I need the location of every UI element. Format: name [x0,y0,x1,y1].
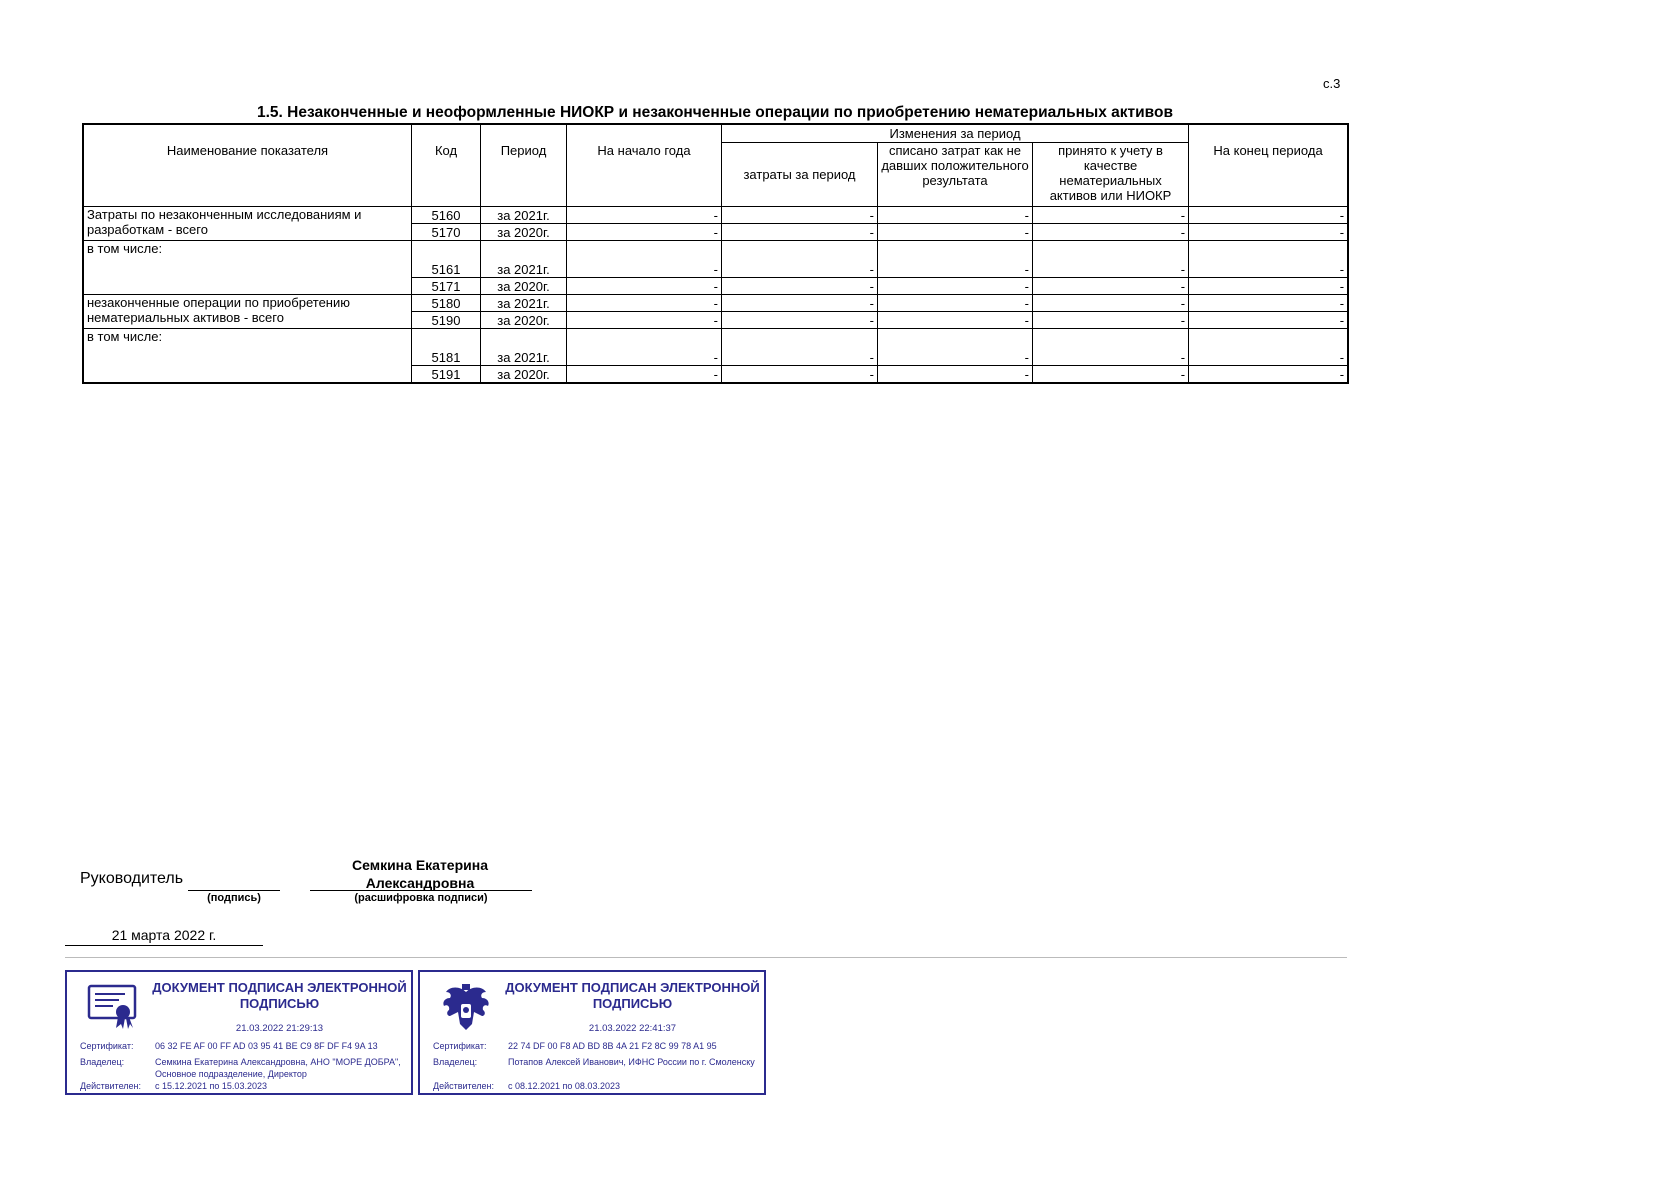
row-value: - [1033,312,1189,329]
row-value: - [567,366,722,383]
blank-cell [878,329,1033,349]
row-value: - [1033,278,1189,295]
row-value: - [1189,312,1348,329]
blank-cell [1033,329,1189,349]
row-period: за 2021г. [481,207,567,224]
valid-label: Действителен: [433,1081,495,1091]
row-code: 5160 [412,207,481,224]
row-value: - [1189,278,1348,295]
header-costs: затраты за период [722,143,878,207]
signature-stamp-owner [65,970,413,1095]
row-period: за 2020г. [481,224,567,241]
row-period: за 2020г. [481,312,567,329]
row-value: - [878,261,1033,278]
header-accepted: принято к учету в качестве нематериальных активов или НИОКР [1033,143,1189,207]
table-row [84,207,1348,224]
section-title: 1.5. Незаконченные и неоформленные НИОКР и незаконченные операции по приобретению нематериальных активов [256,104,1173,121]
row-value: - [722,295,878,312]
stamp-timestamp: 21.03.2022 21:29:13 [235,1023,324,1034]
row-period: за 2021г. [481,295,567,312]
blank-cell [1189,241,1348,261]
row-value: - [722,366,878,383]
valid-value: с 15.12.2021 по 15.03.2023 [155,1081,267,1091]
row-value: - [878,366,1033,383]
stamp-heading: ДОКУМЕНТ ПОДПИСАН ЭЛЕКТРОННОЙ ПОДПИСЬЮ [505,980,760,1011]
signer-name-line [310,890,532,891]
divider [65,957,1347,958]
signer-role: Руководитель [80,870,184,887]
row-value: - [878,295,1033,312]
row-period: за 2021г. [481,349,567,366]
row-value: - [1033,366,1189,383]
row-code: 5170 [412,224,481,241]
signature-caption: (подпись) [207,892,261,904]
stamp-heading: ДОКУМЕНТ ПОДПИСАН ЭЛЕКТРОННОЙ ПОДПИСЬЮ [152,980,407,1011]
stamp-timestamp: 21.03.2022 22:41:37 [588,1023,677,1034]
blank-cell [481,329,567,349]
row-label: в том числе: [84,329,412,383]
cert-value: 06 32 FE AF 00 FF AD 03 95 41 BE C9 8F DF F4 9A 13 [155,1041,378,1051]
row-value: - [722,312,878,329]
row-value: - [1189,349,1348,366]
row-value: - [1033,207,1189,224]
row-value: - [567,207,722,224]
cert-value: 22 74 DF 00 F8 AD BD 8B 4A 21 F2 8C 99 78 A1 95 [508,1041,717,1051]
blank-cell [567,329,722,349]
blank-cell [1033,241,1189,261]
valid-label: Действителен: [80,1081,142,1091]
header-name: Наименование показателя [84,125,412,207]
row-value: - [722,261,878,278]
blank-cell [878,241,1033,261]
blank-cell [481,241,567,261]
signature-date: 21 марта 2022 г. [111,927,217,943]
row-label: незаконченные операции по приобретению нематериальных активов - всего [84,295,412,329]
owner-value: Семкина Екатерина Александровна, АНО "МОРЕ ДОБРА", Основное подразделение, Директор [155,1057,401,1079]
row-code: 5191 [412,366,481,383]
row-label: Затраты по незаконченным исследованиям и разработкам - всего [84,207,412,241]
table-row [84,295,1348,312]
row-value: - [722,278,878,295]
row-code: 5171 [412,278,481,295]
row-value: - [567,278,722,295]
page-number: с.3 [1323,76,1341,91]
row-value: - [722,224,878,241]
row-value: - [1033,261,1189,278]
row-code: 5181 [412,349,481,366]
blank-cell [722,241,878,261]
row-value: - [1189,295,1348,312]
row-value: - [1033,224,1189,241]
niokr-table [83,124,1348,383]
blank-cell [1189,329,1348,349]
signature-line [188,890,280,891]
row-code: 5161 [412,261,481,278]
row-label: в том числе: [84,241,412,295]
blank-cell [412,329,481,349]
signer-name: Семкина Екатерина Александровна [352,857,488,891]
row-value: - [878,224,1033,241]
row-value: - [567,312,722,329]
header-written-off: списано затрат как не давших положительного результата [878,143,1033,207]
row-code: 5180 [412,295,481,312]
blank-cell [722,329,878,349]
row-value: - [722,207,878,224]
row-value: - [1189,366,1348,383]
row-value: - [878,312,1033,329]
header-code: Код [412,125,481,207]
owner-label: Владелец: [433,1057,478,1067]
row-value: - [722,349,878,366]
owner-value: Потапов Алексей Иванович, ИФНС России по г. Смоленску [508,1057,755,1067]
header-end: На конец периода [1189,125,1348,207]
row-value: - [1033,295,1189,312]
row-value: - [1189,224,1348,241]
table-row [84,241,1348,261]
signer-name-caption: (расшифровка подписи) [354,892,488,904]
row-value: - [878,349,1033,366]
row-code: 5190 [412,312,481,329]
row-value: - [878,207,1033,224]
cert-label: Сертификат: [433,1041,487,1051]
row-value: - [1189,207,1348,224]
row-value: - [878,278,1033,295]
signature-stamp-tax [418,970,766,1095]
row-value: - [1189,261,1348,278]
header-changes: Изменения за период [722,125,1189,143]
row-value: - [1033,349,1189,366]
row-period: за 2020г. [481,278,567,295]
date-line [65,945,263,946]
cert-label: Сертификат: [80,1041,134,1051]
row-value: - [567,261,722,278]
row-period: за 2021г. [481,261,567,278]
valid-value: с 08.12.2021 по 08.03.2023 [508,1081,620,1091]
double-headed-eagle-icon [438,982,494,1034]
row-value: - [567,295,722,312]
table-row [84,329,1348,349]
owner-label: Владелец: [80,1057,125,1067]
row-period: за 2020г. [481,366,567,383]
header-period: Период [481,125,567,207]
certificate-icon [85,982,141,1034]
row-value: - [567,224,722,241]
blank-cell [412,241,481,261]
header-start: На начало года [567,125,722,207]
row-value: - [567,349,722,366]
blank-cell [567,241,722,261]
